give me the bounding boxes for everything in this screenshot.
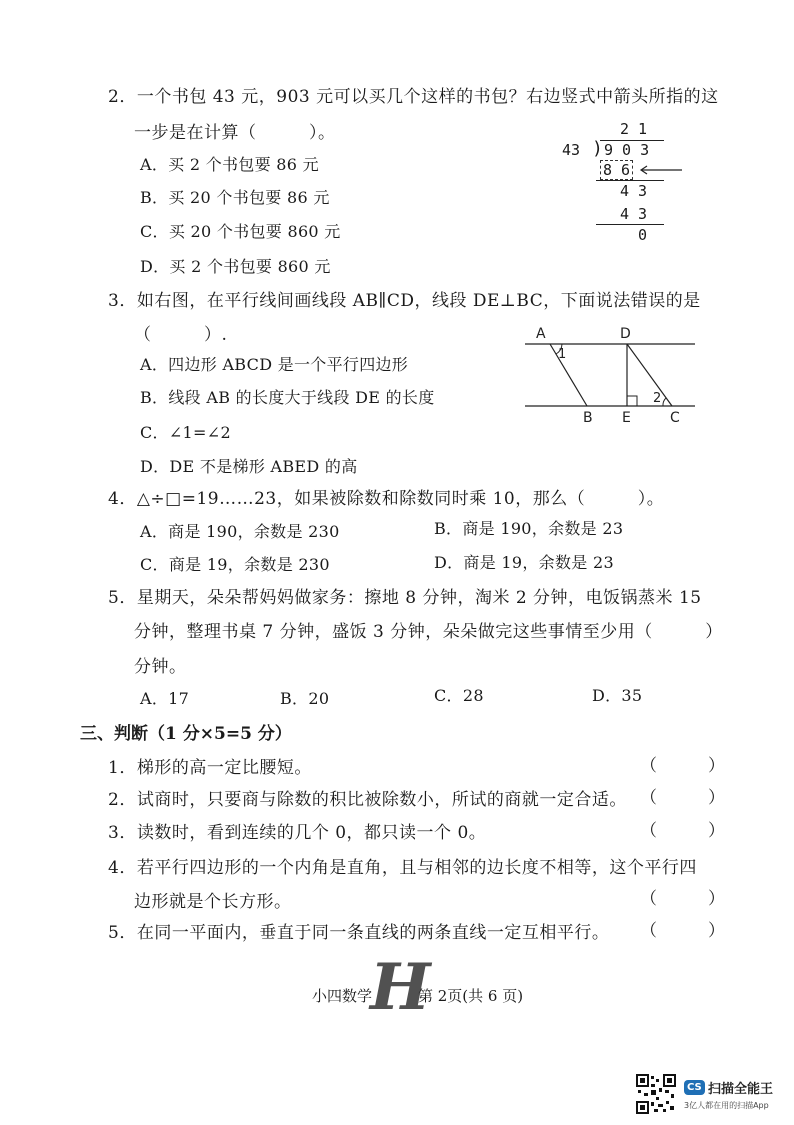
footer-page-number: 第 2页(共 6 页): [418, 987, 524, 1005]
q5-option-c: C．28: [434, 686, 484, 705]
judge-paren-2: （ ）: [640, 788, 725, 808]
judge-paren-1: （ ）: [640, 756, 725, 776]
q5-option-b: B．20: [280, 689, 330, 708]
scanner-slogan: 3亿人都在用的扫描App: [684, 1101, 769, 1110]
q4-stem-line1: 4．△÷□=19……23，如果被除数和除数同时乘 10，那么（ ）。: [108, 489, 665, 509]
judge-item-4: 4．若平行四边形的一个内角是直角，且与相邻的边长度不相等，这个平行四: [108, 858, 697, 878]
q5-option-d: D．35: [592, 686, 643, 705]
judge-paren-4: （ ）: [640, 889, 725, 909]
judge-item-1: 1．梯形的高一定比腰短。: [108, 758, 312, 778]
q4-option-a: A．商是 190，余数是 230: [140, 522, 340, 541]
label-b: B: [583, 410, 593, 426]
q3-stem-line2: （ ）.: [134, 325, 228, 345]
judge-paren-5: （ ）: [640, 921, 725, 941]
arrow-left-icon: [638, 164, 684, 176]
ld-remainder: 0: [638, 226, 648, 244]
parallel-lines-figure: [520, 320, 700, 430]
q3-stem-line1: 3．如右图，在平行线间画线段 AB∥CD，线段 DE⊥BC，下面说法错误的是: [108, 291, 701, 311]
judge-item-2: 2．试商时，只要商与除数的积比被除数小，所试的商就一定合适。: [108, 790, 627, 810]
q5-option-a: A．17: [140, 689, 190, 708]
label-a: A: [536, 326, 546, 342]
q2-option-b: B．买 20 个书包要 86 元: [140, 188, 330, 207]
label-angle1: 1: [558, 347, 567, 362]
q2-stem-line1: 2．一个书包 43 元，903 元可以买几个这样的书包？右边竖式中箭头所指的这: [108, 87, 719, 107]
label-d: D: [620, 326, 631, 342]
q5-stem-line3: 分钟。: [134, 657, 187, 677]
ld-step1: 8 6: [600, 160, 633, 180]
q3-option-a: A．四边形 ABCD 是一个平行四边形: [140, 355, 409, 374]
cs-logo-icon: CS: [684, 1080, 705, 1095]
ld-quotient: 2 1: [620, 120, 648, 138]
q2-option-a: A．买 2 个书包要 86 元: [140, 155, 319, 174]
q2-option-d: D．买 2 个书包要 860 元: [140, 257, 331, 276]
footer-subject: 小四数学: [312, 987, 373, 1005]
q4-option-d: D．商是 19，余数是 23: [434, 553, 614, 572]
q3-option-b: B．线段 AB 的长度大于线段 DE 的长度: [140, 388, 435, 407]
q4-option-c: C．商是 19，余数是 230: [140, 555, 330, 574]
label-c: C: [670, 410, 680, 426]
ld-step3: 4 3: [620, 205, 648, 223]
qr-code-icon: [636, 1074, 676, 1114]
watermark-logo: H: [370, 950, 429, 1025]
ld-step2: 4 3: [620, 182, 648, 200]
q2-stem-line2: 一步是在计算（ ）。: [134, 123, 336, 143]
ld-dividend: 9 0 3: [604, 141, 650, 159]
q3-option-c: C．∠1=∠2: [140, 423, 231, 442]
scanner-app-name: 扫描全能王: [708, 1082, 774, 1097]
q5-stem-line2: 分钟，整理书桌 7 分钟，盛饭 3 分钟，朵朵做完这些事情至少用（ ）: [134, 622, 723, 642]
judge-paren-3: （ ）: [640, 821, 725, 841]
judge-item-4-line2: 边形就是个长方形。: [134, 892, 292, 912]
q4-option-b: B．商是 190，余数是 23: [434, 519, 624, 538]
judge-item-3: 3．读数时，看到连续的几个 0，都只读一个 0。: [108, 823, 487, 843]
label-angle2: 2: [653, 391, 662, 406]
section3-heading: 三、判断（1 分×5=5 分）: [80, 724, 292, 744]
q3-option-d: D．DE 不是梯形 ABED 的高: [140, 457, 358, 476]
q2-option-c: C．买 20 个书包要 860 元: [140, 222, 341, 241]
q5-stem-line1: 5．星期天，朵朵帮妈妈做家务：擦地 8 分钟，淘米 2 分钟，电饭锅蒸米 15: [108, 588, 702, 608]
ld-divisor: 43: [562, 141, 581, 159]
long-division-figure: 2 1 43 ) 9 0 3 8 6 4 3 4 3 0: [560, 118, 690, 248]
judge-item-5: 5．在同一平面内，垂直于同一条直线的两条直线一定互相平行。: [108, 923, 610, 943]
label-e: E: [622, 410, 631, 426]
